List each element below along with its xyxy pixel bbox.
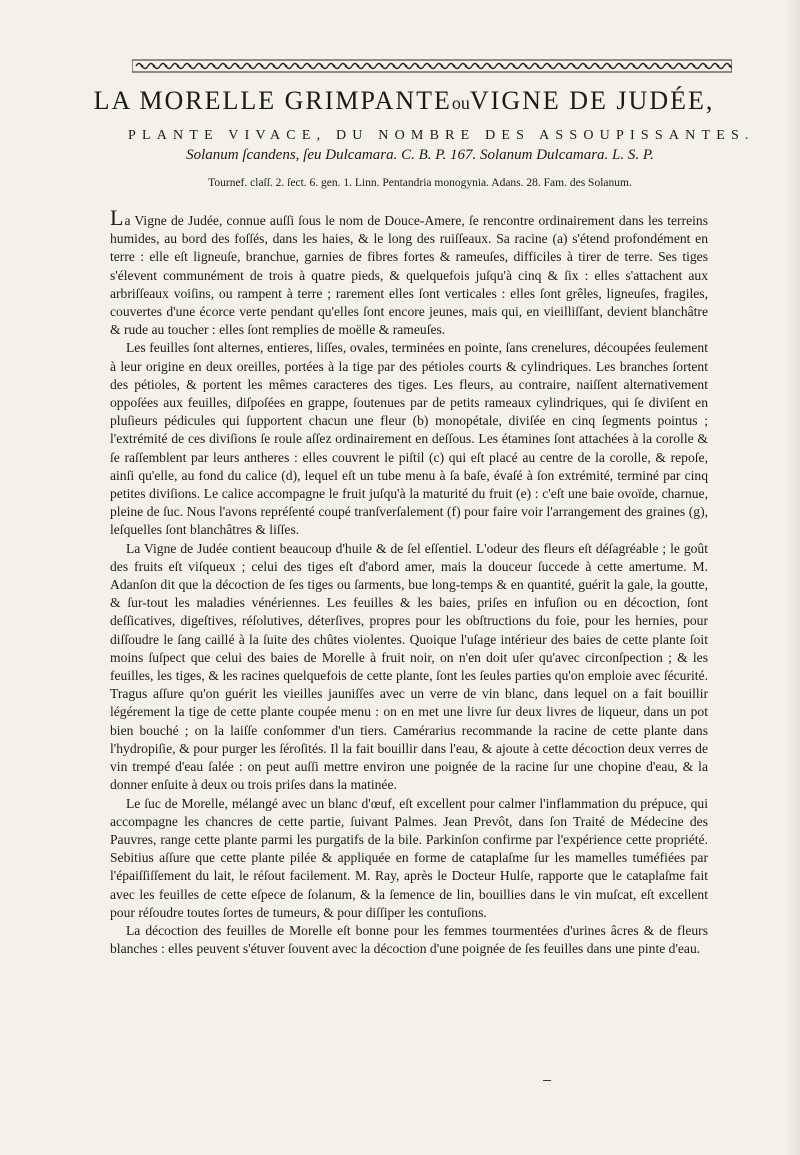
ornament-dot: [321, 65, 324, 68]
ornament-dot: [429, 65, 432, 68]
ornament-dot: [273, 65, 276, 68]
ornament-dot: [441, 65, 444, 68]
decorative-ornament-band: [132, 58, 732, 74]
paragraph-5: La décoction des feuilles de Morelle eſt bonne pour les femmes tourmentées d'urines âcres & de fleurs blanches : elles peuvent s'étuver ſouvent avec la décoction d'une poignée de ſes feuilles dans une pinte d'eau.: [110, 922, 708, 957]
ornament-dot: [213, 65, 216, 68]
ornament-dot: [165, 65, 168, 68]
ornament-dot: [597, 65, 600, 68]
ornament-dot: [141, 65, 144, 68]
ornament-dot: [537, 65, 540, 68]
ornament-dot: [225, 65, 228, 68]
ornament-dot: [645, 65, 648, 68]
ornament-dot: [669, 65, 672, 68]
ornament-dot: [501, 65, 504, 68]
plant-subtitle: [128, 128, 755, 144]
ornament-dot: [357, 65, 360, 68]
ornament-dot: [681, 65, 684, 68]
subtitle-part-a: PLANTE VIVACE, DU NOMBRE DES: [128, 128, 540, 143]
ornament-dot: [249, 65, 252, 68]
ornament-dot: [393, 65, 396, 68]
ornament-dot: [633, 65, 636, 68]
ornament-dot: [153, 65, 156, 68]
page-title: [84, 86, 724, 116]
paragraph-4: Le ſuc de Morelle, mélangé avec un blanc d'œuf, eſt excellent pour calmer l'inflammation du prépuce, qui accompagne les chancres de cette partie, ſuivant Palmes. Jean Prevôt, dans ſon Traité de Médecine des Pauvres, range cette plante parmi les purgatifs de la bile. Parkinſon confirme par l'expérience cette propriété. Sebitius aſſure que cette plante pilée & appliquée en forme de cataplaſme ſur les mamelles tuméfiées par l'épaiſſiſſement du lait, le réſout facilement. M. Ray, après le Docteur Hulſe, rapporte que le cataplaſme fait avec les feuilles de cette eſpece de ſolanum, & la ſemence de lin, bouillies dans le vin muſcat, eſt excellent pour réſoudre toutes ſortes de tumeurs, & pour diſſiper les contuſions.: [110, 795, 708, 920]
ornament-dot: [453, 65, 456, 68]
drop-cap: L: [110, 205, 124, 230]
ornament-dot: [489, 65, 492, 68]
article-body: [110, 205, 708, 958]
ornament-dot: [477, 65, 480, 68]
ornament-dot: [717, 65, 720, 68]
ornament-dot: [657, 65, 660, 68]
ornament-dot: [585, 65, 588, 68]
ornament-dot: [237, 65, 240, 68]
ornament-dot: [381, 65, 384, 68]
ornament-dot: [621, 65, 624, 68]
paragraph-1: [110, 205, 708, 339]
paragraph-1-text: a Vigne de Judée, connue auſſi ſous le nom de Douce-Amere, ſe rencontre ordinairement dans les terreins humides, au bord des foſſés, dans les haies, & le long des ruiſſeaux. Sa racine (a) s'étend profondément en terre : elle eſt ligneuſe, branchue, garnies de fibres fortes & rameuſes, difficiles à tirer de terre. Ses tiges s'élevent communément de trois à quatre pieds, & quelquefois juſqu'à cinq & ſix : elles s'attachent aux arbriſſeaux voiſins, ou rampent à terre ; rarement elles ſont verticales : elles ſont grêles, ligneuſes, fragiles, couvertes d'une écorce verte pendant qu'elles ſont encore jeunes, mais qui, en vieilliſſant, devient blanchâtre & rude au toucher : elles ſont remplies de moëlle & rameuſes.: [110, 213, 708, 338]
ornament-dot: [465, 65, 468, 68]
ornament-dot: [561, 65, 564, 68]
latin-synonyms: Solanum ſcandens, ſeu Dulcamara. C. B. P. 167. Solanum Dulcamara. L. S. P.: [186, 147, 654, 163]
ornament-dot: [285, 65, 288, 68]
ornament-dot: [573, 65, 576, 68]
ornament-dot: [309, 65, 312, 68]
title-main: LA MORELLE GRIMPANTE: [93, 86, 452, 115]
ornament-dot: [177, 65, 180, 68]
ornament-dot: [333, 65, 336, 68]
title-end: VIGNE DE JUDÉE,: [469, 86, 715, 115]
ornament-dot: [345, 65, 348, 68]
classification-line: Tournef. claſſ. 2. ſect. 6. gen. 1. Linn. Pentandria monogynia. Adans. 28. Fam. des Solanum.: [208, 177, 632, 189]
title-ou: ou: [451, 93, 470, 113]
ornament-dot: [729, 65, 732, 68]
subtitle-part-b: ASSOUPISSANTES.: [539, 128, 755, 143]
ornament-dot: [201, 65, 204, 68]
paragraph-3: La Vigne de Judée contient beaucoup d'huile & de ſel eſſentiel. L'odeur des fleurs eſt déſagréable ; le goût des fruits eſt viſqueux ; celui des tiges eſt d'abord amer, mais la douceur ſuccede à cette amertume. M. Adanſon dit que la décoction de ſes tiges ou ſarments, bue long-temps & en quantité, guérit la gale, la goutte, & ſur-tout les maladies vénériennes. Les feuilles & les baies, priſes en infuſion ou en décoction, ſont deſſicatives, digeſtives, réſolutives, déterſives, propres pour les obſtructions du foie, pour les hernies, pour diſſoudre le ſang caillé à la ſuite des chûtes violentes. Quoique l'uſage intérieur des baies de cette plante ſoit moins ſuſpect que celui des baies de Morelle à fruit noir, on n'en doit uſer qu'avec circonſpection ; & les feuilles, les tiges, & les racines quelquefois de cette plante, ſont les ſeules parties qu'on emploie avec ſécurité. Tragus aſſure qu'on guérit les vieilles jauniſſes avec un verre de vin blanc, dans lequel on a fait bouillir légérement la tige de cette plante coupée menu : on en met une livre ſur deux livres de liqueur, dans un pot bien bouché ; on la laiſſe conſommer d'un tiers. Camérarius recommande la racine de cette plante dans l'hydropiſie, & pour purger les ſéroſités. Il la fait bouillir dans l'eau, & ajoute à cette décoction deux verres de vin trempé d'eau ſalée : on peut auſſi mettre environ une poignée de la racine ſur une chopine d'eau, & la donner enſuite à deux ou trois priſes dans la matinée.: [110, 540, 708, 793]
ornament-dot: [369, 65, 372, 68]
ornament-dot: [693, 65, 696, 68]
ornament-dot: [513, 65, 516, 68]
ink-mark: [543, 1080, 551, 1081]
ornament-dot: [525, 65, 528, 68]
ornament-dot: [549, 65, 552, 68]
ornament-dot: [297, 65, 300, 68]
page-edge-shadow: [786, 0, 800, 1155]
ornament-dot: [705, 65, 708, 68]
ornament-dot: [609, 65, 612, 68]
paragraph-2: Les feuilles ſont alternes, entieres, liſſes, ovales, terminées en pointe, ſans crenelures, découpées ſeulement à leur origine en deux oreilles, portées à la tige par des pétioles courts & cylindriques. Les branches ſortent des pétioles, & portent les mêmes caracteres des tiges. Les fleurs, au contraire, naiſſent alternativement oppoſées aux feuilles, diſpoſées en grappe, ſoutenues par de petits rameaux cylindriques, qui ſe diviſent en pluſieurs pédicules qui ſupportent chacun une fleur (b) monopétale, diviſée en cinq ſegments pointus ; l'extrémité de ces diviſions ſe roule aſſez ordinairement en deſſous. Les étamines ſont attachées à la corolle & ſe raſſemblent par leurs antheres : elles couvrent le piſtil (c) qui eſt placé au centre de la corolle, & repoſe, ainſi qu'elle, au fond du calice (d), lequel eſt un tube menu à ſa baſe, évaſé à ſon extrémité, terminé par cinq petites diviſions. Le calice accompagne le fruit juſqu'à la maturité du fruit (e) : c'eſt une baie ovoïde, charnue, pleine de ſuc. Nous l'avons repréſenté coupé tranſverſalement (f) pour faire voir l'arrangement des graines (g), leſquelles ſont blanchâtres & liſſes.: [110, 340, 708, 538]
ornament-dot: [417, 65, 420, 68]
ornament-dot: [261, 65, 264, 68]
ornament-dot: [405, 65, 408, 68]
ornament-dot: [189, 65, 192, 68]
